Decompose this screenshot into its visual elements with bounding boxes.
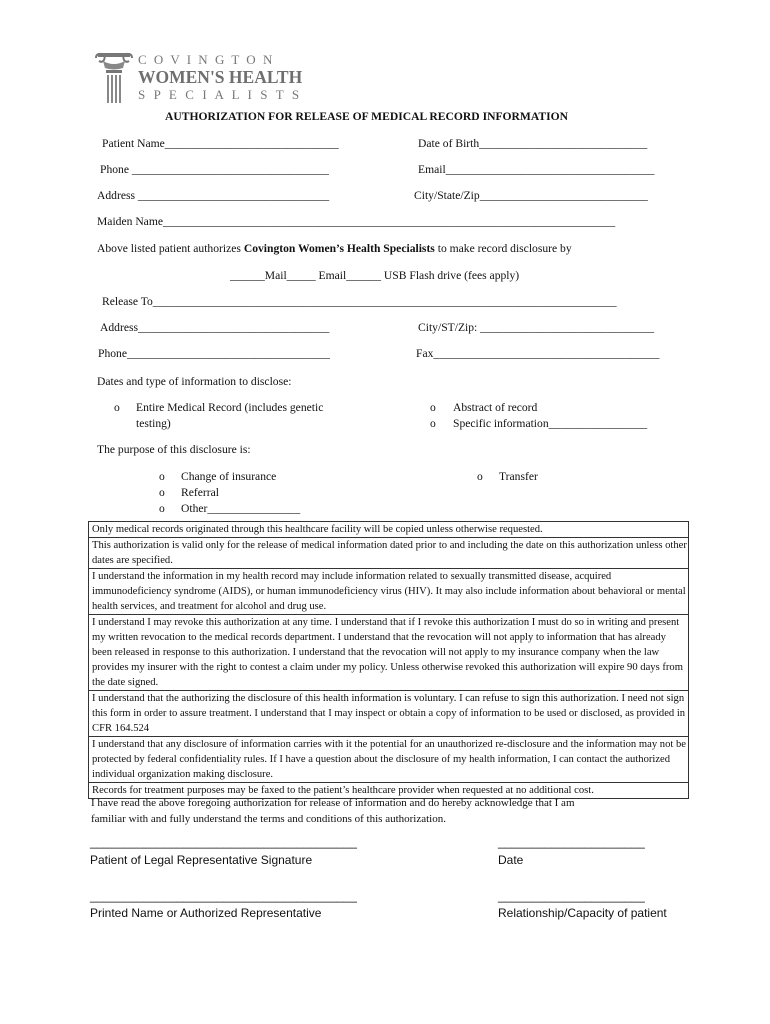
signature-line[interactable]: ________________________________________ [90, 835, 357, 849]
release-city-st-zip-field[interactable]: City/ST/Zip: ______________________________ [418, 321, 655, 334]
dates-type-label: Dates and type of information to disclose: [97, 375, 292, 388]
entire-record-label-line1: Entire Medical Record (includes genetic [136, 401, 324, 414]
terms-box [88, 521, 689, 799]
release-to-field[interactable]: Release To________________________________________________________________________________ [102, 295, 617, 308]
date-of-birth-field[interactable]: Date of Birth_____________________________ [418, 137, 648, 150]
logo [94, 52, 314, 106]
date-label: Date [498, 853, 524, 867]
terms-row: I understand I may revoke this authorization at any time. I understand that if I revoke this authorization I must do so in writing and present my written revocation to the medical records department. I understand that the revocation will not apply to information that has already been released in response to this authorization. I understand that the revocation will not apply to my insurance company when the law provides my insurer with the right to contest a claim under my policy. Unless otherwise revoked this authorization will expire 90 days from the date signed. [89, 614, 688, 690]
logo-line-specialists: S P E C I A L I S T S [138, 87, 302, 102]
signature-label: Patient of Legal Representative Signature [90, 853, 313, 867]
abstract-label: Abstract of record [453, 401, 538, 414]
terms-row: I understand that the authorizing the disclosure of this health information is voluntary. I can refuse to sign this authorization. I need not sign this form in order to assure treatment. I understand that I may inspect or obtain a copy of information to be used or disclosed, as provided in CFR 164.524 [89, 690, 688, 736]
specific-information-field[interactable]: Specific information_________________ [453, 417, 648, 430]
disclosure-methods[interactable]: ______Mail_____ Email______ USB Flash drive (fees apply) [230, 269, 520, 282]
date-line[interactable]: ______________________ [498, 835, 645, 849]
acknowledgement-line2: familiar with and fully understand the terms and conditions of this authorization. [91, 813, 446, 825]
change-insurance-label: Change of insurance [181, 470, 277, 483]
printed-name-line[interactable]: ________________________________________ [90, 889, 357, 903]
relationship-label: Relationship/Capacity of patient [498, 906, 667, 920]
checkbox-transfer[interactable]: o [477, 470, 483, 483]
printed-name-label: Printed Name or Authorized Representative [90, 906, 322, 920]
email-field[interactable]: Email____________________________________ [418, 163, 655, 176]
logo-line-womens-health: WOMEN'S HEALTH [138, 67, 303, 87]
checkbox-referral[interactable]: o [159, 486, 165, 499]
address-field[interactable]: Address _________________________________ [97, 189, 330, 202]
pillar-capital-icon [94, 52, 134, 104]
acknowledgement-line1: I have read the above foregoing authorization for release of information and do hereby acknowledge that I am [91, 797, 575, 809]
checkbox-entire-record[interactable]: o [114, 401, 120, 414]
checkbox-change-insurance[interactable]: o [159, 470, 165, 483]
terms-row: Records for treatment purposes may be faxed to the patient’s healthcare provider when requested at no additional cost. [89, 782, 688, 798]
checkbox-abstract[interactable]: o [430, 401, 436, 414]
release-address-field[interactable]: Address_________________________________ [100, 321, 330, 334]
logo-line-covington: C O V I N G T O N [138, 52, 275, 67]
terms-row: I understand the information in my health record may include information related to sexually transmitted disease, acquired immunodeficiency syndrome (AIDS), or human immunodeficiency virus (HIV). It may also include information about behavioral or mental health services, and treatment for alcohol and drug use. [89, 568, 688, 614]
authorization-statement [97, 242, 572, 255]
city-state-zip-field[interactable]: City/State/Zip_____________________________ [414, 189, 648, 202]
maiden-name-field[interactable]: Maiden Name______________________________________________________________________________ [97, 215, 616, 228]
checkbox-other[interactable]: o [159, 502, 165, 515]
checkbox-specific[interactable]: o [430, 417, 436, 430]
relationship-line[interactable]: ______________________ [498, 889, 645, 903]
authorization-post: to make record disclosure by [434, 242, 572, 255]
purpose-label: The purpose of this disclosure is: [97, 443, 251, 456]
organization-name: Covington Women’s Health Specialists [243, 242, 435, 255]
terms-row: Only medical records originated through this healthcare facility will be copied unless otherwise requested. [92, 524, 543, 535]
terms-row: This authorization is valid only for the release of medical information dated prior to and including the date on this authorization unless other dates are specified. [89, 537, 688, 568]
release-phone-field[interactable]: Phone___________________________________ [98, 347, 330, 360]
patient-name-field[interactable]: Patient Name______________________________ [102, 137, 339, 150]
other-field[interactable]: Other________________ [181, 502, 301, 515]
phone-field[interactable]: Phone __________________________________ [100, 163, 329, 176]
release-fax-field[interactable]: Fax_______________________________________ [416, 347, 660, 360]
referral-label: Referral [181, 486, 219, 499]
page-title: AUTHORIZATION FOR RELEASE OF MEDICAL RECORD INFORMATION [165, 110, 569, 123]
transfer-label: Transfer [499, 470, 538, 483]
authorization-pre: Above listed patient authorizes [97, 242, 244, 255]
entire-record-label-line2: testing) [136, 417, 171, 430]
terms-row: I understand that any disclosure of information carries with it the potential for an unauthorized re-disclosure and the information may not be protected by federal confidentiality rules. If I have a question about the disclosure of my health information, I can contact the authorized individual organization making disclosure. [89, 736, 688, 782]
